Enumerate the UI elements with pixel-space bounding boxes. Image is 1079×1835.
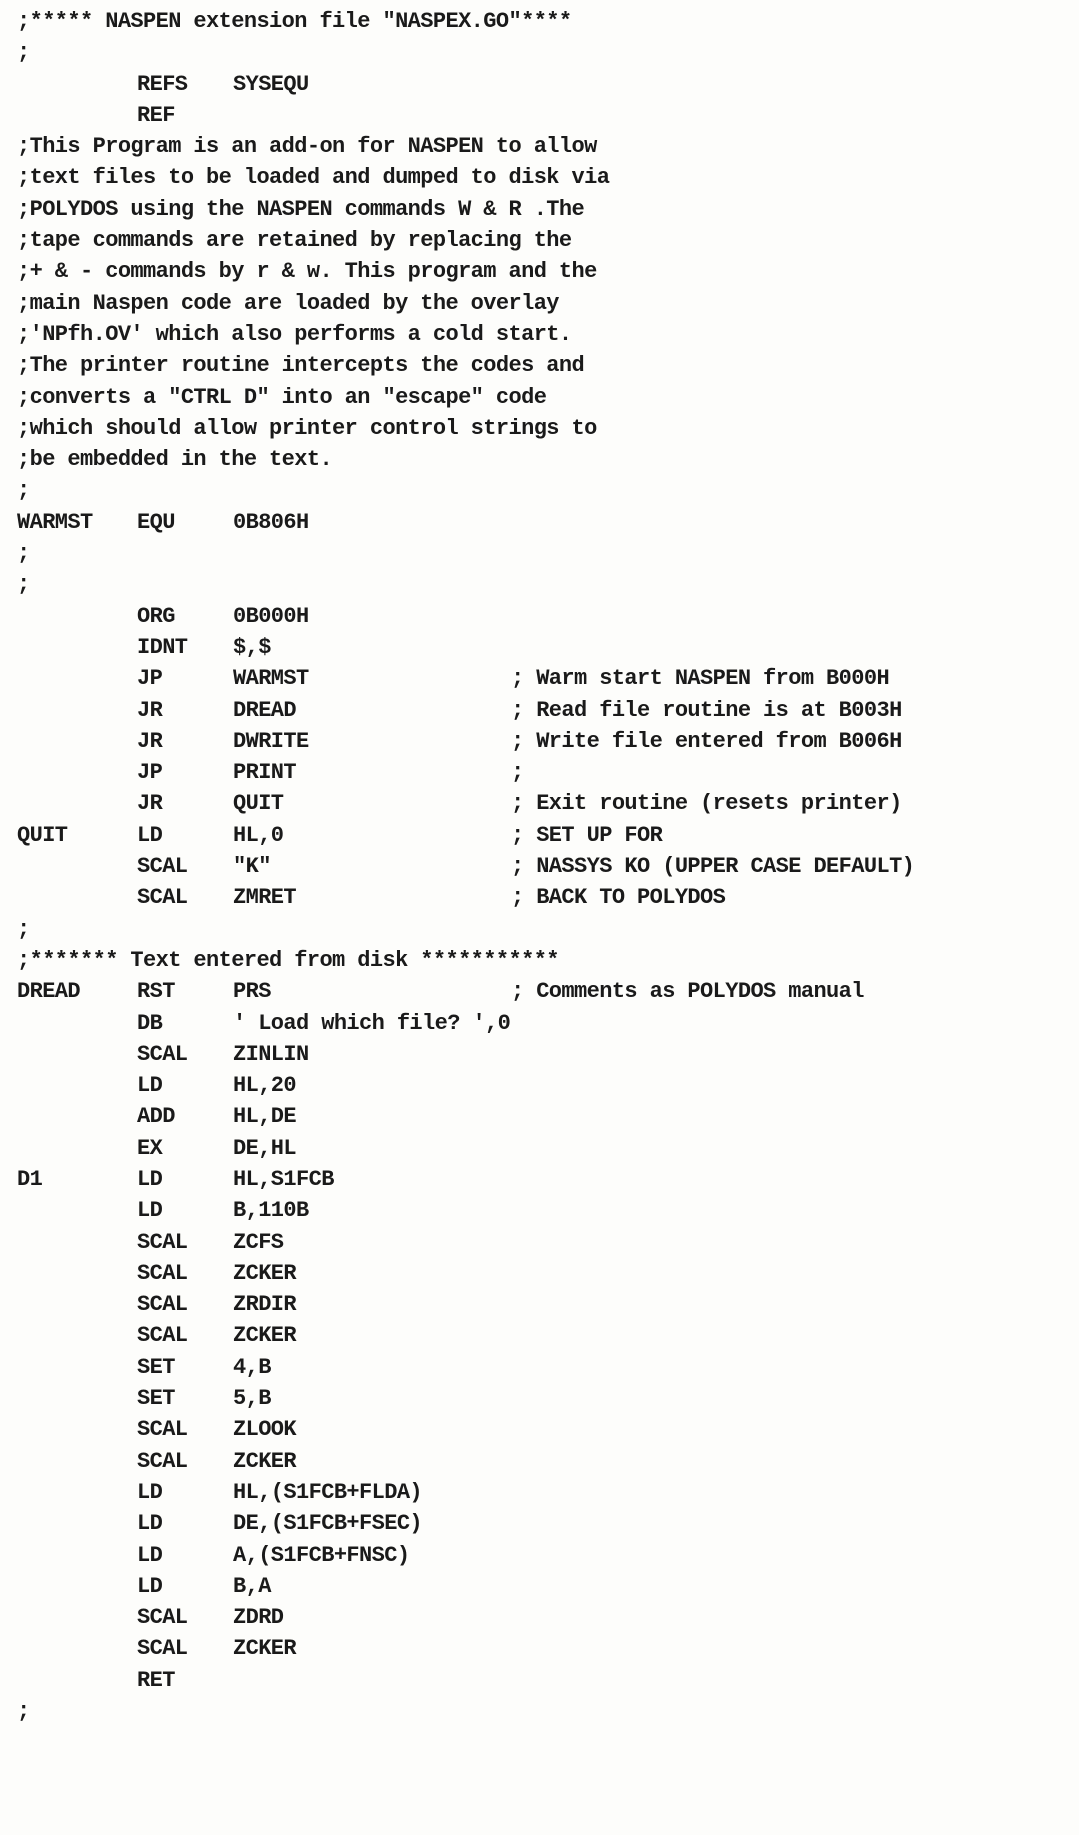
line-opcode: LD bbox=[137, 1198, 163, 1224]
comment-text: ;main Naspen code are loaded by the overlay bbox=[17, 290, 559, 316]
comment-line bbox=[17, 131, 914, 162]
comment-text: ;be embedded in the text. bbox=[17, 447, 333, 473]
line-opcode: LD bbox=[137, 1511, 163, 1537]
comment-text: ; bbox=[17, 541, 30, 567]
line-opcode: JP bbox=[137, 666, 163, 692]
comment-line bbox=[17, 256, 914, 287]
comment-line bbox=[17, 6, 914, 37]
line-operand: ZDRD bbox=[233, 1605, 284, 1631]
comment-text: ;tape commands are retained by replacing the bbox=[17, 228, 572, 254]
code-line bbox=[17, 1258, 914, 1289]
code-line bbox=[17, 1070, 914, 1101]
code-line bbox=[17, 882, 914, 913]
comment-text: ;***** NASPEN extension file "NASPEX.GO"**** bbox=[17, 9, 572, 34]
code-line bbox=[17, 1320, 914, 1351]
comment-line bbox=[17, 1696, 914, 1727]
code-line bbox=[17, 1571, 914, 1602]
line-operand: DWRITE bbox=[233, 728, 309, 754]
line-opcode: LD bbox=[137, 1542, 163, 1568]
line-operand: HL,DE bbox=[233, 1104, 297, 1130]
line-opcode: SCAL bbox=[137, 854, 188, 880]
line-operand: HL,S1FCB bbox=[233, 1166, 334, 1192]
line-opcode: JP bbox=[137, 760, 163, 786]
code-line bbox=[17, 1164, 914, 1195]
code-line bbox=[17, 663, 914, 694]
code-line bbox=[17, 69, 914, 100]
line-operand: 5,B bbox=[233, 1386, 271, 1412]
comment-text: ;This Program is an add-on for NASPEN to allow bbox=[17, 134, 597, 160]
line-opcode: SCAL bbox=[137, 1292, 188, 1318]
line-comment: ; SET UP FOR bbox=[511, 822, 663, 848]
comment-text: ; bbox=[17, 478, 30, 504]
line-opcode: SCAL bbox=[137, 1605, 188, 1631]
line-comment: ; BACK TO POLYDOS bbox=[511, 885, 726, 911]
line-operand: 0B000H bbox=[233, 603, 309, 629]
code-line bbox=[17, 1133, 914, 1164]
line-operand: DREAD bbox=[233, 697, 297, 723]
line-opcode: SCAL bbox=[137, 1636, 188, 1662]
code-line bbox=[17, 1227, 914, 1258]
comment-line bbox=[17, 225, 914, 256]
code-line bbox=[17, 1602, 914, 1633]
comment-text: ;converts a "CTRL D" into an "escape" code bbox=[17, 384, 547, 410]
line-operand: ' Load which file? ',0 bbox=[233, 1010, 511, 1036]
code-line bbox=[17, 851, 914, 882]
line-opcode: LD bbox=[137, 1073, 163, 1099]
line-operand: ZMRET bbox=[233, 885, 297, 911]
line-opcode: REF bbox=[137, 102, 175, 128]
line-label: D1 bbox=[17, 1166, 43, 1192]
line-operand: HL,20 bbox=[233, 1073, 297, 1099]
line-opcode: SET bbox=[137, 1386, 175, 1412]
line-opcode: REFS bbox=[137, 71, 188, 97]
comment-line bbox=[17, 288, 914, 319]
line-opcode: JR bbox=[137, 728, 163, 754]
line-operand: ZCKER bbox=[233, 1260, 297, 1286]
code-line bbox=[17, 788, 914, 819]
comment-text: ;POLYDOS using the NASPEN commands W & R .The bbox=[17, 196, 585, 222]
line-operand: SYSEQU bbox=[233, 71, 309, 97]
comment-line bbox=[17, 914, 914, 945]
code-line bbox=[17, 1008, 914, 1039]
code-line bbox=[17, 1101, 914, 1132]
comment-line bbox=[17, 350, 914, 381]
comment-line bbox=[17, 945, 914, 976]
code-line bbox=[17, 1665, 914, 1696]
line-operand: ZRDIR bbox=[233, 1292, 297, 1318]
code-line bbox=[17, 820, 914, 851]
comment-text: ;The printer routine intercepts the codes and bbox=[17, 353, 585, 379]
code-line bbox=[17, 726, 914, 757]
comment-text: ;+ & - commands by r & w. This program and the bbox=[17, 259, 597, 285]
line-operand: PRINT bbox=[233, 760, 297, 786]
code-line bbox=[17, 976, 914, 1007]
line-operand: PRS bbox=[233, 979, 271, 1005]
comment-line bbox=[17, 37, 914, 68]
code-line bbox=[17, 1508, 914, 1539]
line-opcode: SCAL bbox=[137, 1323, 188, 1349]
code-line bbox=[17, 695, 914, 726]
line-opcode: ORG bbox=[137, 603, 175, 629]
code-line bbox=[17, 1352, 914, 1383]
line-opcode: SCAL bbox=[137, 1041, 188, 1067]
code-line bbox=[17, 632, 914, 663]
line-opcode: EQU bbox=[137, 509, 175, 535]
code-line bbox=[17, 1383, 914, 1414]
line-opcode: SCAL bbox=[137, 1229, 188, 1255]
comment-text: ;text files to be loaded and dumped to disk via bbox=[17, 165, 610, 191]
comment-text: ;'NPfh.OV' which also performs a cold start. bbox=[17, 321, 572, 347]
code-line bbox=[17, 1039, 914, 1070]
line-opcode: JR bbox=[137, 697, 163, 723]
line-operand: ZCFS bbox=[233, 1229, 284, 1255]
line-opcode: JR bbox=[137, 791, 163, 817]
line-comment: ; Write file entered from B006H bbox=[511, 728, 902, 754]
line-comment: ; bbox=[511, 760, 524, 786]
line-operand: A,(S1FCB+FNSC) bbox=[233, 1542, 410, 1568]
line-operand: ZCKER bbox=[233, 1448, 297, 1474]
line-operand: "K" bbox=[233, 854, 271, 880]
line-opcode: SCAL bbox=[137, 1260, 188, 1286]
line-opcode: LD bbox=[137, 1479, 163, 1505]
comment-line bbox=[17, 475, 914, 506]
line-opcode: SCAL bbox=[137, 1448, 188, 1474]
line-operand: ZINLIN bbox=[233, 1041, 309, 1067]
line-comment: ; NASSYS KO (UPPER CASE DEFAULT) bbox=[511, 854, 915, 880]
code-line bbox=[17, 601, 914, 632]
comment-line bbox=[17, 569, 914, 600]
line-opcode: SCAL bbox=[137, 1417, 188, 1443]
code-line bbox=[17, 1446, 914, 1477]
comment-text: ; bbox=[17, 40, 30, 66]
line-operand: 4,B bbox=[233, 1354, 271, 1380]
line-comment: ; Comments as POLYDOS manual bbox=[511, 979, 864, 1005]
line-label: WARMST bbox=[17, 509, 93, 535]
line-comment: ; Warm start NASPEN from B000H bbox=[511, 666, 890, 692]
code-line bbox=[17, 1633, 914, 1664]
line-opcode: IDNT bbox=[137, 634, 188, 660]
line-operand: $,$ bbox=[233, 634, 271, 660]
line-opcode: SCAL bbox=[137, 885, 188, 911]
code-line bbox=[17, 1477, 914, 1508]
comment-text: ; bbox=[17, 916, 30, 942]
comment-line bbox=[17, 162, 914, 193]
line-operand: HL,(S1FCB+FLDA) bbox=[233, 1479, 423, 1505]
line-operand: B,110B bbox=[233, 1198, 309, 1224]
line-opcode: LD bbox=[137, 1573, 163, 1599]
line-operand: ZCKER bbox=[233, 1323, 297, 1349]
line-opcode: LD bbox=[137, 1166, 163, 1192]
line-operand: HL,0 bbox=[233, 822, 284, 848]
line-operand: QUIT bbox=[233, 791, 284, 817]
line-comment: ; Read file routine is at B003H bbox=[511, 697, 902, 723]
code-line bbox=[17, 1540, 914, 1571]
line-operand: WARMST bbox=[233, 666, 309, 692]
line-operand: B,A bbox=[233, 1573, 271, 1599]
code-line bbox=[17, 1414, 914, 1445]
comment-text: ;******* Text entered from disk *********** bbox=[17, 947, 559, 973]
line-comment: ; Exit routine (resets printer) bbox=[511, 791, 902, 817]
line-opcode: LD bbox=[137, 822, 163, 848]
code-line bbox=[17, 757, 914, 788]
line-operand: ZLOOK bbox=[233, 1417, 297, 1443]
assembly-listing bbox=[17, 6, 914, 1727]
comment-line bbox=[17, 413, 914, 444]
comment-line bbox=[17, 382, 914, 413]
line-opcode: RST bbox=[137, 979, 175, 1005]
line-opcode: ADD bbox=[137, 1104, 175, 1130]
comment-text: ; bbox=[17, 1699, 30, 1725]
comment-line bbox=[17, 538, 914, 569]
comment-line bbox=[17, 444, 914, 475]
line-opcode: EX bbox=[137, 1135, 163, 1161]
code-line bbox=[17, 1195, 914, 1226]
comment-text: ; bbox=[17, 572, 30, 598]
line-opcode: DB bbox=[137, 1010, 163, 1036]
line-opcode: RET bbox=[137, 1667, 175, 1693]
code-line bbox=[17, 1289, 914, 1320]
line-opcode: SET bbox=[137, 1354, 175, 1380]
line-operand: DE,(S1FCB+FSEC) bbox=[233, 1511, 423, 1537]
line-operand: DE,HL bbox=[233, 1135, 297, 1161]
line-label: QUIT bbox=[17, 822, 68, 848]
code-line bbox=[17, 100, 914, 131]
code-line bbox=[17, 507, 914, 538]
line-label: DREAD bbox=[17, 979, 81, 1005]
line-operand: ZCKER bbox=[233, 1636, 297, 1662]
comment-line bbox=[17, 319, 914, 350]
line-operand: 0B806H bbox=[233, 509, 309, 535]
comment-text: ;which should allow printer control strings to bbox=[17, 415, 597, 441]
comment-line bbox=[17, 194, 914, 225]
